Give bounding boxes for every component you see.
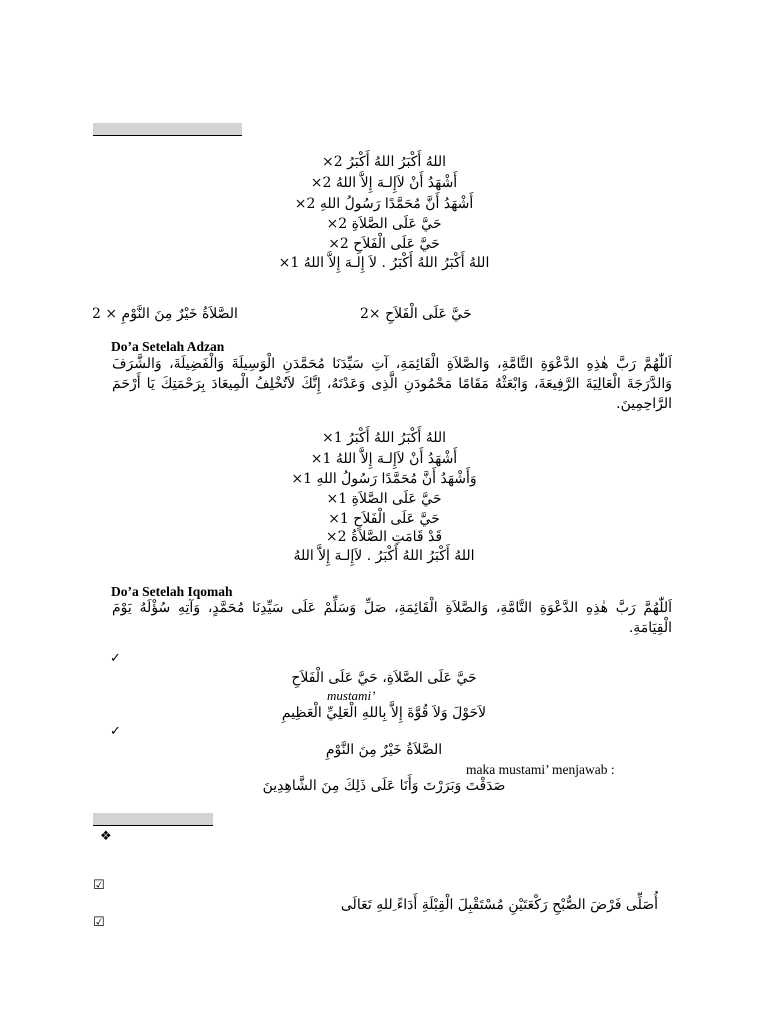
subuh-left-count: 2 × bbox=[92, 306, 118, 322]
adzan-line-6 bbox=[0, 253, 768, 273]
adzan-line-3-count: 2× bbox=[294, 196, 316, 212]
iqomah-line-5-count: 1× bbox=[328, 511, 349, 527]
adzan-line-6-text: اللهُ أَكْبَرُ اللهُ أَكْبَرُ . لاَ إِلـهَ إِلاَّ اللهُ bbox=[303, 255, 490, 271]
answer-line-3: الصَّلاَةُ خَيْرٌ مِنَ النَّوْمِ bbox=[325, 742, 443, 758]
niat-subuh-text: أُصَلِّى فَرْضَ الصُّبْحِ رَكْعَتَيْنِ مُسْتَقْبِلَ الْقِبْلَةِ أَدَاءً ِللهِ تَعَالَى bbox=[340, 897, 658, 913]
iqomah-line-4-text: حَيَّ عَلَى الصَّلاَةِ bbox=[351, 491, 442, 507]
adzan-line-5-count: 2× bbox=[328, 236, 349, 252]
adzan-line-4-text: حَيَّ عَلَى الصَّلاَةِ bbox=[351, 216, 442, 232]
maka-mustami-text: maka mustami’ menjawab : bbox=[466, 762, 615, 777]
adzan-line-3-text: أَشْهَدُ أَنَّ مُحَمَّدًا رَسُولُ اللهِ bbox=[319, 196, 474, 212]
iqomah-line-4 bbox=[0, 489, 768, 509]
checkbox-checked-1: ☑ bbox=[93, 878, 105, 893]
adzan-line-1 bbox=[0, 152, 768, 172]
iqomah-line-2 bbox=[0, 449, 768, 469]
adzan-line-1-count: 2× bbox=[321, 154, 343, 170]
doa-iqomah-heading: Do’a Setelah Iqomah bbox=[111, 584, 233, 599]
answer-line-2: لاَحَوْلَ وَلاَ قُوَّةَ إِلاَّ بِاللهِ الْعَلِيِّ الْعَظِيمِ bbox=[281, 705, 487, 721]
doa-adzan-heading: Do’a Setelah Adzan bbox=[111, 339, 225, 354]
check-mark-2: ✓ bbox=[110, 724, 121, 739]
section-heading-bar-adzan bbox=[93, 123, 242, 136]
iqomah-line-2-text: أَشْهَدُ أَنْ لاَإِلـهَ إِلاَّ اللهُ bbox=[335, 451, 458, 467]
diamond-bullet: ❖ bbox=[100, 829, 112, 844]
subuh-left-line bbox=[92, 304, 238, 324]
iqomah-line-6 bbox=[0, 527, 768, 547]
iqomah-line-1 bbox=[0, 428, 768, 448]
iqomah-line-2-count: 1× bbox=[310, 451, 332, 467]
subuh-right-count: 2× bbox=[360, 306, 381, 322]
adzan-line-6-count: 1× bbox=[278, 255, 300, 271]
subuh-left-text: الصَّلاَةُ خَيْرٌ مِنَ النَّوْمِ bbox=[121, 306, 238, 322]
iqomah-line-6-text: قَدْ قَامَتِ الصَّلاَةُ bbox=[350, 529, 443, 545]
check-mark-1: ✓ bbox=[110, 651, 121, 666]
adzan-line-4 bbox=[0, 214, 768, 234]
adzan-line-3 bbox=[0, 194, 768, 214]
iqomah-line-3 bbox=[0, 469, 768, 489]
iqomah-line-1-text: اللهُ أَكْبَرُ اللهُ أَكْبَرُ bbox=[347, 430, 447, 446]
section-heading-bar-sholat bbox=[93, 813, 213, 826]
answer-line-1: حَيَّ عَلَى الصَّلاَةِ، حَيَّ عَلَى الْفَلاَحِ bbox=[291, 670, 477, 686]
adzan-line-2 bbox=[0, 173, 768, 193]
iqomah-line-7-text: اللهُ أَكْبَرُ اللهُ أَكْبَرُ . لاَإِلـهَ إِلاَّ اللهُ bbox=[293, 548, 475, 564]
subuh-right-text: حَيَّ عَلَى الْفَلاَحِ bbox=[385, 306, 472, 322]
iqomah-line-7 bbox=[0, 546, 768, 566]
subuh-right-line bbox=[360, 304, 472, 324]
adzan-line-2-text: أَشْهَدُ أَنْ لاَإِلـهَ إِلاَّ اللهُ bbox=[335, 175, 458, 191]
doa-adzan-text: اَللّٰهُمَّ رَبَّ هٰذِهِ الدَّعْوَةِ التَّامَّةِ، وَالصَّلاَةِ الْقَائِمَةِ، آتِ سَيِّدَنَا مُحَمَّدَنِ الْوَسِيلَةَ وَالْفَضِيلَةَ، وَالشَّرَفَ وَالدَّرَجَةَ الْعَالِيَةَ الرَّفِيعَةَ، وَابْعَثْهُ مَقَامًا مَحْمُودَنِ الَّذِى وَعَدْتَهُ، إِنَّكَ لاَتُخْلِفُ الْمِيعَادَ بِرَحْمَتِكَ يَا أَرْحَمَ الرَّاحِمِينَ. bbox=[112, 356, 672, 412]
adzan-line-2-count: 2× bbox=[310, 175, 332, 191]
iqomah-line-1-count: 1× bbox=[321, 430, 343, 446]
doa-iqomah-text: اَللّٰهُمَّ رَبَّ هٰذِهِ الدَّعْوَةِ التَّامَّةِ، وَالصَّلاَةِ الْقَائِمَةِ، صَلِّ وَسَلِّمْ عَلَى سَيِّدِنَا مُحَمَّدٍ، وَآتِهِ سُؤْلَهُ يَوْمَ الْقِيَامَةِ. bbox=[112, 600, 672, 636]
iqomah-line-5 bbox=[0, 509, 768, 529]
iqomah-line-5-text: حَيَّ عَلَى الْفَلاَحِ bbox=[353, 511, 440, 527]
checkbox-checked-2: ☑ bbox=[93, 915, 105, 930]
adzan-line-5-text: حَيَّ عَلَى الْفَلاَحِ bbox=[353, 236, 440, 252]
adzan-line-1-text: اللهُ أَكْبَرُ اللهُ أَكْبَرُ bbox=[347, 154, 447, 170]
iqomah-line-6-count: 2× bbox=[325, 529, 347, 545]
mustami-label: mustami’ bbox=[327, 688, 376, 703]
iqomah-line-3-count: 1× bbox=[291, 471, 312, 487]
iqomah-line-3-text: وَأَشْهَدُ أَنَّ مُحَمَّدًا رَسُولُ اللهِ bbox=[316, 471, 477, 487]
iqomah-line-4-count: 1× bbox=[326, 491, 348, 507]
answer-line-4: صَدَقْتَ وَبَرَرْتَ وَأَنَا عَلَى ذَلِكَ مِنَ الشَّاهِدِينَ bbox=[262, 778, 506, 794]
adzan-line-5 bbox=[0, 234, 768, 254]
adzan-line-4-count: 2× bbox=[326, 216, 348, 232]
